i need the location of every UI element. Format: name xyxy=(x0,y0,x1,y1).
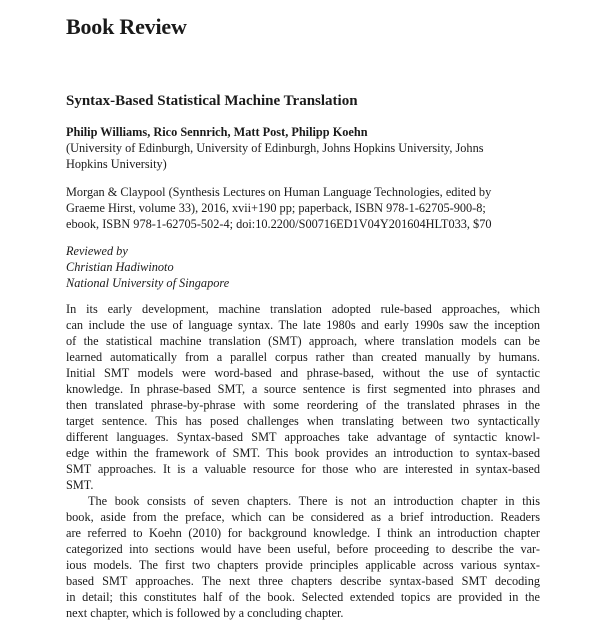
book-title: Syntax-Based Statistical Machine Translation xyxy=(66,93,358,109)
publication-line: Graeme Hirst, volume 33), 2016, xvii+190 pp; paperback, ISBN 978-1-62705-900-8; xyxy=(66,201,486,215)
reviewer-name: Christian Hadiwinoto xyxy=(66,260,174,274)
reviewed-by-label: Reviewed by xyxy=(66,244,128,258)
body-paragraph-2 xyxy=(66,493,540,621)
paragraph-line: can include the use of language syntax. The late 1980s and early 1990s saw the inception xyxy=(66,318,540,332)
paragraph-line: SMT. xyxy=(66,478,94,492)
paragraph-line: The book consists of seven chapters. There is not an introduction chapter in this xyxy=(88,494,540,508)
paragraph-line: learned automatically from a parallel corpus rather than created manually by humans. xyxy=(66,350,540,364)
paragraph-line: In its early development, machine translation adopted rule-based approaches, which xyxy=(66,302,540,316)
review-body xyxy=(66,301,540,621)
publication-details xyxy=(66,184,540,232)
reviewer-institution: National University of Singapore xyxy=(66,276,230,290)
paragraph-line: Initial SMT models were word-based and phrase-based, without the use of syntactic xyxy=(66,366,540,380)
paragraph-line: target sentence. This has posed challenges when translating between two syntactically xyxy=(66,414,540,428)
paragraph-line: SMT approaches. It is a valuable resource for those who are interested in syntax-based xyxy=(66,462,540,476)
publication-line: ebook, ISBN 978-1-62705-502-4; doi:10.2200/S00716ED1V04Y201604HLT033, $70 xyxy=(66,217,492,231)
paragraph-line: categorized into sections would have been useful, before proceeding to describe the var- xyxy=(66,542,540,556)
paragraph-line: are referred to Koehn (2010) for background knowledge. I think an introduction chapter xyxy=(66,526,540,540)
paragraph-line: ious models. The first two chapters provide principles applicable across various syntax- xyxy=(66,558,540,572)
author-affiliation-line: (University of Edinburgh, University of Edinburgh, Johns Hopkins University, Johns xyxy=(66,141,484,155)
paragraph-line: next chapter, which is followed by a concluding chapter. xyxy=(66,606,344,620)
author-names: Philip Williams, Rico Sennrich, Matt Post, Philipp Koehn xyxy=(66,125,368,139)
body-paragraph-1 xyxy=(66,301,540,493)
paragraph-line: based SMT approaches. The next three chapters describe syntax-based SMT decoding xyxy=(66,574,540,588)
publication-line: Morgan & Claypool (Synthesis Lectures on Human Language Technologies, edited by xyxy=(66,185,492,199)
paragraph-line: knowledge. In phrase-based SMT, a source sentence is first segmented into phrases and xyxy=(66,382,540,396)
paragraph-line: in detail; this constitutes half of the book. Selected extended topics are provided in the xyxy=(66,590,540,604)
author-affiliation-line: Hopkins University) xyxy=(66,157,167,171)
paragraph-line: then translated phrase-by-phrase with some reordering of the translated phrases in the xyxy=(66,398,540,412)
author-block xyxy=(66,124,540,172)
paragraph-line: edge within the framework of SMT. This book provides an introduction to syntax-based xyxy=(66,446,540,460)
paragraph-line: different languages. Syntax-based SMT approaches take advantage of syntactic knowl- xyxy=(66,430,540,444)
paragraph-line: of the statistical machine translation (SMT) approach, where translation models can be xyxy=(66,334,540,348)
paragraph-line: book, aside from the preface, which can be considered as a brief introduction. Readers xyxy=(66,510,540,524)
reviewer-block xyxy=(66,243,540,291)
section-heading: Book Review xyxy=(66,14,187,39)
